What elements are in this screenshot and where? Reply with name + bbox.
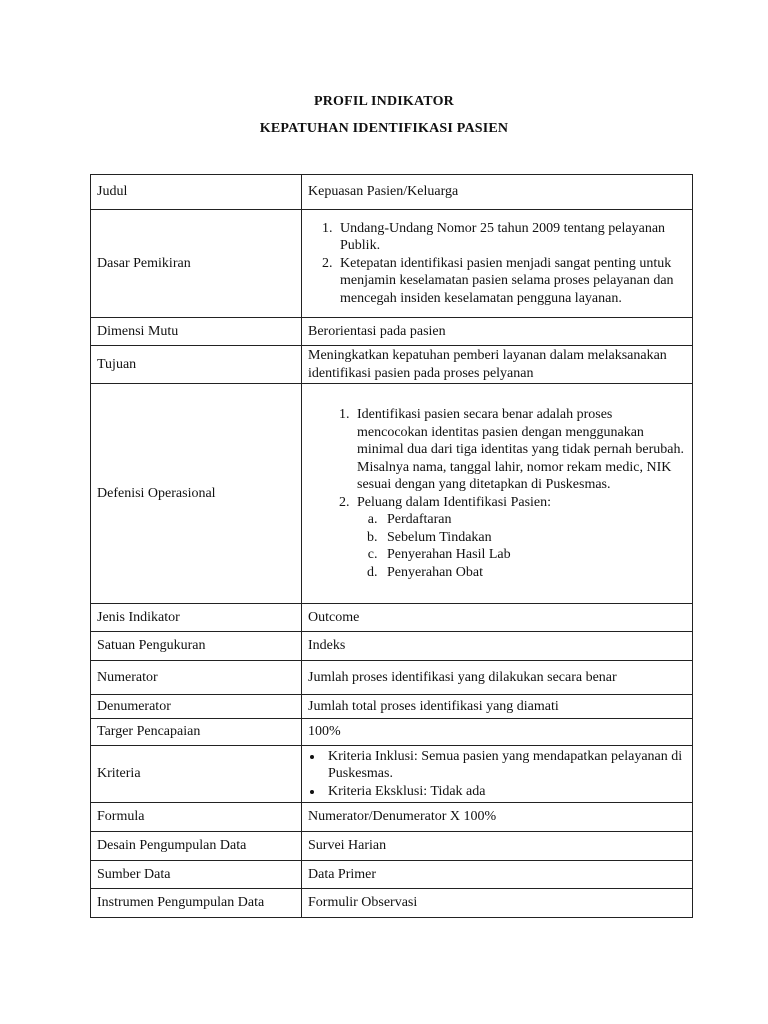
label-target-pencapaian: Targer Pencapaian xyxy=(91,719,302,746)
label-sumber-data: Sumber Data xyxy=(91,861,302,889)
label-defenisi-operasional: Defenisi Operasional xyxy=(91,384,302,604)
value-formula: Numerator/Denumerator X 100% xyxy=(302,803,693,832)
list-item: • Kriteria Inklusi: Semua pasien yang mendapatkan pelayanan di Puskesmas. xyxy=(324,748,686,783)
list-item xyxy=(353,494,686,582)
value-kriteria xyxy=(302,746,693,803)
value-numerator: Jumlah proses identifikasi yang dilakukan secara benar xyxy=(302,661,693,695)
list-item-text: Peluang dalam Identifikasi Pasien: xyxy=(357,494,552,510)
row-desain-pengumpulan-data xyxy=(91,832,693,861)
sublist-item: c. Penyerahan Hasil Lab xyxy=(381,546,686,564)
value-target-pencapaian: 100% xyxy=(302,719,693,746)
value-tujuan: Meningkatkan kepatuhan pemberi layanan dalam melaksanakan identifikasi pasien pada proses pelyanan xyxy=(302,346,693,384)
label-judul: Judul xyxy=(91,175,302,210)
kriteria-list xyxy=(308,748,686,801)
row-dimensi-mutu xyxy=(91,318,693,346)
label-satuan-pengukuran: Satuan Pengukuran xyxy=(91,632,302,661)
value-instrumen-pengumpulan-data: Formulir Observasi xyxy=(302,889,693,918)
value-judul: Kepuasan Pasien/Keluarga xyxy=(302,175,693,210)
peluang-sublist xyxy=(357,511,686,581)
row-instrumen-pengumpulan-data xyxy=(91,889,693,918)
label-formula: Formula xyxy=(91,803,302,832)
value-dimensi-mutu: Berorientasi pada pasien xyxy=(302,318,693,346)
label-dasar-pemikiran: Dasar Pemikiran xyxy=(91,210,302,318)
row-kriteria xyxy=(91,746,693,803)
list-item: 1. Undang-Undang Nomor 25 tahun 2009 tentang pelayanan Publik. xyxy=(336,220,686,255)
sublist-item: a. Perdaftaran xyxy=(381,511,686,529)
value-sumber-data: Data Primer xyxy=(302,861,693,889)
row-denumerator xyxy=(91,695,693,719)
label-kriteria: Kriteria xyxy=(91,746,302,803)
sublist-item: d. Penyerahan Obat xyxy=(381,564,686,582)
list-item: 1. Identifikasi pasien secara benar adalah proses mencocokan identitas pasien dengan menggunakan minimal dua dari tiga identitas yang tidak pernah berubah. Misalnya nama, tanggal lahir, nomor rekam medic, NIK sesuai dengan yang ditetapkan di Puskesmas. xyxy=(353,406,686,494)
label-denumerator: Denumerator xyxy=(91,695,302,719)
row-numerator xyxy=(91,661,693,695)
label-desain-pengumpulan-data: Desain Pengumpulan Data xyxy=(91,832,302,861)
row-target-pencapaian xyxy=(91,719,693,746)
value-satuan-pengukuran: Indeks xyxy=(302,632,693,661)
indicator-profile-table xyxy=(90,174,693,918)
value-desain-pengumpulan-data: Survei Harian xyxy=(302,832,693,861)
label-tujuan: Tujuan xyxy=(91,346,302,384)
value-dasar-pemikiran xyxy=(302,210,693,318)
row-judul xyxy=(91,175,693,210)
sublist-item: b. Sebelum Tindakan xyxy=(381,529,686,547)
row-jenis-indikator xyxy=(91,604,693,632)
row-defenisi-operasional xyxy=(91,384,693,604)
value-denumerator: Jumlah total proses identifikasi yang diamati xyxy=(302,695,693,719)
row-formula xyxy=(91,803,693,832)
label-instrumen-pengumpulan-data: Instrumen Pengumpulan Data xyxy=(91,889,302,918)
row-sumber-data xyxy=(91,861,693,889)
defenisi-list xyxy=(308,406,686,581)
document-subtitle: KEPATUHAN IDENTIFIKASI PASIEN xyxy=(259,121,509,136)
value-defenisi-operasional xyxy=(302,384,693,604)
dasar-list xyxy=(308,220,686,308)
row-tujuan xyxy=(91,346,693,384)
label-numerator: Numerator xyxy=(91,661,302,695)
document-title: PROFIL INDIKATOR xyxy=(314,94,454,109)
list-item: 2. Ketepatan identifikasi pasien menjadi sangat penting untuk menjamin keselamatan pasien selama proses pelayanan dan mencegah insiden keselamatan pengguna layanan. xyxy=(336,255,686,308)
value-jenis-indikator: Outcome xyxy=(302,604,693,632)
list-item: • Kriteria Eksklusi: Tidak ada xyxy=(324,783,686,801)
label-jenis-indikator: Jenis Indikator xyxy=(91,604,302,632)
label-dimensi-mutu: Dimensi Mutu xyxy=(91,318,302,346)
row-satuan-pengukuran xyxy=(91,632,693,661)
row-dasar-pemikiran xyxy=(91,210,693,318)
